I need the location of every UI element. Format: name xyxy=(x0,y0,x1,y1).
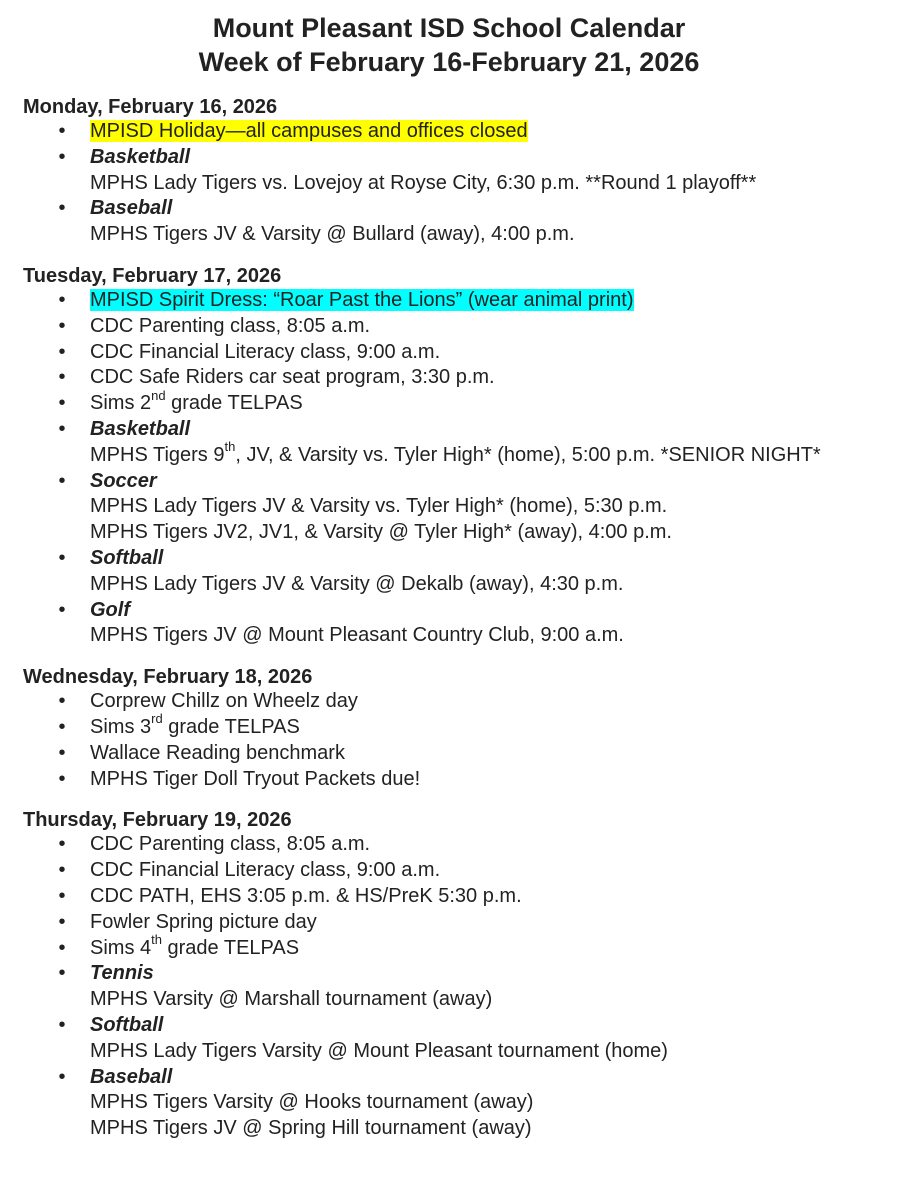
day-heading: Thursday, February 19, 2026 xyxy=(23,809,292,832)
bullet-icon: • xyxy=(58,715,66,738)
telpas-text-pre: Sims 4 xyxy=(90,936,152,959)
sport-title: Basketball xyxy=(90,417,191,440)
bullet-icon: • xyxy=(58,417,66,440)
bullet-icon: • xyxy=(58,767,66,790)
event-text: CDC Financial Literacy class, 9:00 a.m. xyxy=(90,340,441,363)
list-item xyxy=(23,598,898,650)
event-text: Fowler Spring picture day xyxy=(90,910,317,933)
list-item xyxy=(23,196,898,248)
sport-title: Soccer xyxy=(90,469,157,492)
event-detail: MPHS Lady Tigers JV & Varsity @ Dekalb (away), 4:30 p.m. xyxy=(90,572,624,595)
event-detail: MPHS Lady Tigers JV & Varsity vs. Tyler High* (home), 5:30 p.m. xyxy=(90,495,668,518)
event-list xyxy=(23,689,898,792)
bullet-icon: • xyxy=(58,197,66,220)
list-item xyxy=(23,119,898,145)
event-text: CDC Safe Riders car seat program, 3:30 p.m. xyxy=(90,366,495,389)
telpas-text-post: grade TELPAS xyxy=(161,936,300,959)
bullet-icon: • xyxy=(58,1065,66,1088)
bullet-icon: • xyxy=(58,366,66,389)
document-subtitle: Week of February 16-February 21, 2026 xyxy=(198,47,700,77)
sport-title: Basketball xyxy=(90,145,191,168)
telpas-text-pre: Sims 3 xyxy=(90,715,152,738)
list-item xyxy=(23,767,898,793)
list-item xyxy=(23,469,898,546)
list-item xyxy=(23,546,898,598)
telpas-text-post: grade TELPAS xyxy=(162,715,300,738)
list-item xyxy=(23,931,898,962)
detail-post: , JV, & Varsity vs. Tyler High* (home), 5:00 p.m. *SENIOR NIGHT* xyxy=(235,443,821,466)
event-text: Wallace Reading benchmark xyxy=(90,741,345,764)
list-item xyxy=(23,340,898,366)
event-text: Corprew Chillz on Wheelz day xyxy=(90,690,358,713)
event-text: CDC PATH, EHS 3:05 p.m. & HS/PreK 5:30 p.m. xyxy=(90,884,522,907)
list-item xyxy=(23,288,898,314)
day-wednesday xyxy=(23,666,898,792)
day-heading: Wednesday, February 18, 2026 xyxy=(23,666,313,689)
event-text: CDC Financial Literacy class, 9:00 a.m. xyxy=(90,859,441,882)
event-list xyxy=(23,119,898,248)
bullet-icon: • xyxy=(58,910,66,933)
list-item xyxy=(23,1013,898,1065)
event-detail: MPHS Lady Tigers vs. Lovejoy at Royse City, 6:30 p.m. **Round 1 playoff** xyxy=(90,171,757,194)
bullet-icon: • xyxy=(58,145,66,168)
ordinal-suffix: rd xyxy=(151,711,163,727)
ordinal-suffix: th xyxy=(224,439,236,455)
bullet-icon: • xyxy=(58,288,66,311)
event-detail: MPHS Tigers JV @ Mount Pleasant Country Club, 9:00 a.m. xyxy=(90,624,624,647)
bullet-icon: • xyxy=(58,884,66,907)
day-thursday xyxy=(23,809,898,1142)
day-tuesday xyxy=(23,265,898,649)
event-list xyxy=(23,832,898,1142)
event-detail xyxy=(90,439,898,469)
list-item xyxy=(23,417,898,469)
event-detail: MPHS Tigers JV2, JV1, & Varsity @ Tyler High* (away), 4:00 p.m. xyxy=(90,521,672,544)
holiday-notice: MPISD Holiday—all campuses and offices closed xyxy=(90,120,528,142)
bullet-icon: • xyxy=(58,546,66,569)
ordinal-suffix: nd xyxy=(151,387,166,403)
day-heading: Monday, February 16, 2026 xyxy=(23,96,278,118)
event-detail: MPHS Varsity @ Marshall tournament (away) xyxy=(90,988,493,1011)
bullet-icon: • xyxy=(58,936,66,959)
event-list xyxy=(23,288,898,649)
event-text: MPHS Tiger Doll Tryout Packets due! xyxy=(90,767,421,790)
spirit-dress-notice: MPISD Spirit Dress: “Roar Past the Lions” (wear animal print) xyxy=(90,288,634,311)
event-detail: MPHS Tigers JV @ Spring Hill tournament (away) xyxy=(90,1117,532,1140)
bullet-icon: • xyxy=(58,833,66,856)
sport-title: Golf xyxy=(90,598,130,621)
document-header xyxy=(0,0,898,79)
event-detail: MPHS Tigers JV & Varsity @ Bullard (away), 4:00 p.m. xyxy=(90,223,575,246)
list-item xyxy=(23,387,898,417)
list-item xyxy=(23,961,898,1013)
day-heading: Tuesday, February 17, 2026 xyxy=(23,264,282,287)
list-item xyxy=(23,741,898,767)
list-item xyxy=(23,832,898,858)
calendar-content xyxy=(0,79,898,1142)
event-detail: MPHS Tigers Varsity @ Hooks tournament (away) xyxy=(90,1091,534,1114)
bullet-icon: • xyxy=(58,469,66,492)
sport-title: Baseball xyxy=(90,1065,173,1088)
list-item xyxy=(23,711,898,741)
sport-title: Softball xyxy=(90,1013,164,1036)
telpas-text-post: grade TELPAS xyxy=(165,392,303,415)
event-text: CDC Parenting class, 8:05 a.m. xyxy=(90,314,371,337)
bullet-icon: • xyxy=(58,340,66,363)
bullet-icon: • xyxy=(58,598,66,621)
list-item xyxy=(23,858,898,884)
ordinal-suffix: th xyxy=(151,931,162,947)
list-item xyxy=(23,884,898,910)
list-item xyxy=(23,314,898,340)
event-text: CDC Parenting class, 8:05 a.m. xyxy=(90,833,371,856)
bullet-icon: • xyxy=(58,741,66,764)
sport-title: Softball xyxy=(90,546,164,569)
detail-pre: MPHS Tigers 9 xyxy=(90,443,225,466)
bullet-icon: • xyxy=(58,1013,66,1036)
day-monday xyxy=(23,96,898,248)
bullet-icon: • xyxy=(58,120,66,142)
sport-title: Tennis xyxy=(90,962,154,985)
sport-title: Baseball xyxy=(90,197,173,220)
bullet-icon: • xyxy=(58,690,66,713)
bullet-icon: • xyxy=(58,392,66,415)
bullet-icon: • xyxy=(58,962,66,985)
event-detail: MPHS Lady Tigers Varsity @ Mount Pleasant tournament (home) xyxy=(90,1039,668,1062)
telpas-text-pre: Sims 2 xyxy=(90,392,152,415)
list-item xyxy=(23,145,898,197)
list-item xyxy=(23,1065,898,1142)
document-title: Mount Pleasant ISD School Calendar xyxy=(212,13,686,43)
bullet-icon: • xyxy=(58,859,66,882)
bullet-icon: • xyxy=(58,314,66,337)
